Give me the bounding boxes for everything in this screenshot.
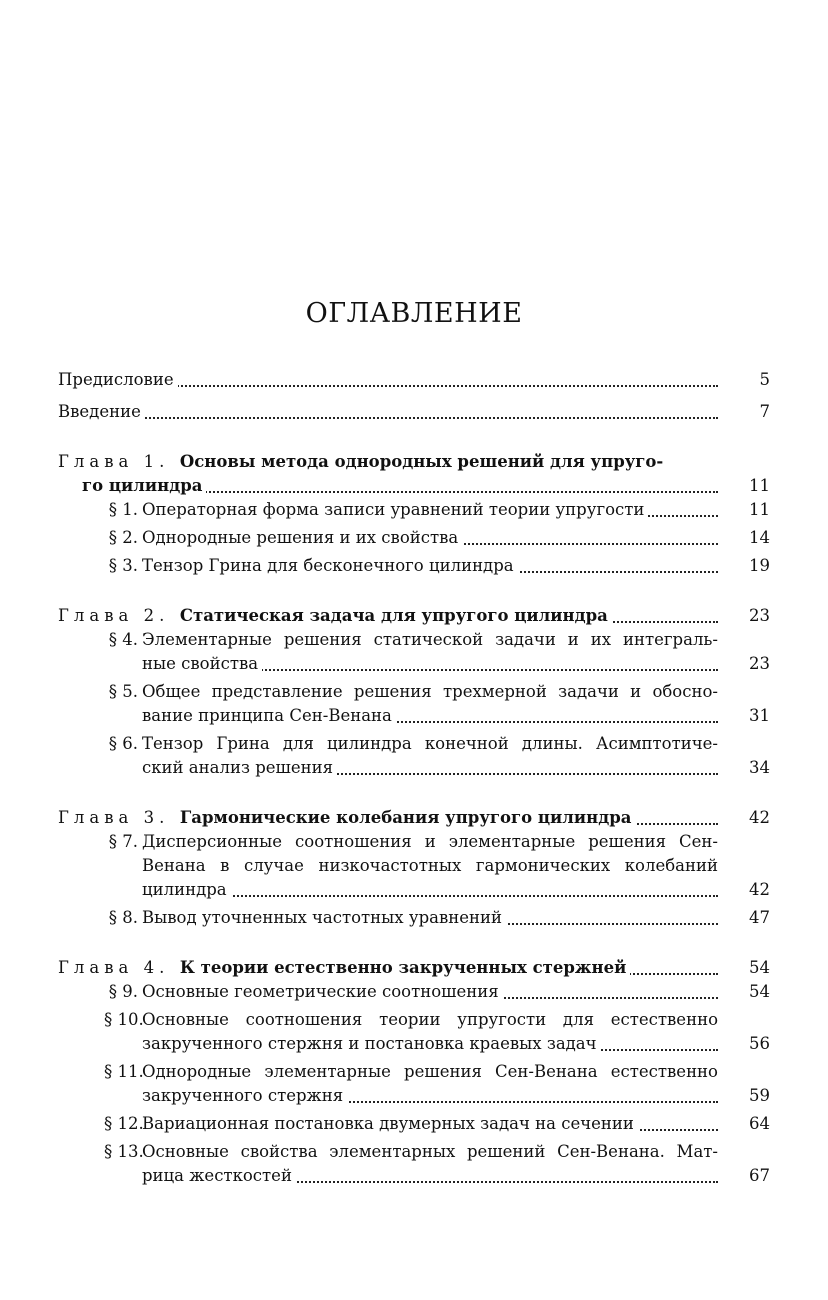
- section-title-line: ные свойства: [142, 654, 259, 673]
- section-entry: [58, 1008, 770, 1056]
- section-title-line: Элементарные решения статической задачи и их интеграль-: [142, 630, 718, 649]
- section-entry: [58, 526, 770, 550]
- section-entry: [58, 906, 770, 930]
- page-number: 34: [749, 758, 770, 777]
- section-line: [104, 732, 770, 756]
- toc-label: [58, 402, 145, 421]
- page-number: 42: [749, 880, 770, 899]
- page-number: 59: [749, 1086, 770, 1105]
- toc-leader: [142, 1084, 718, 1108]
- toc-leader: [142, 652, 718, 676]
- chapter-entry: [58, 956, 770, 980]
- toc-row: [104, 1112, 770, 1136]
- section-title-line: Вывод уточненных частотных уравнений: [142, 908, 503, 927]
- section-title-line: цилиндра: [142, 880, 227, 899]
- section-title-line: Венана в случае низкочастотных гармонических колебаний: [142, 856, 718, 875]
- section-line: [104, 1140, 770, 1164]
- entry-title: Введение: [58, 402, 141, 421]
- section-line: [104, 628, 770, 652]
- toc-label: [104, 982, 503, 1001]
- chapter-title: Гармонические колебания упругого цилиндра: [179, 808, 632, 827]
- toc-leader: [104, 1112, 718, 1136]
- page-number: 67: [749, 1166, 770, 1185]
- section-title-line: Вариационная постановка двумерных задач на сечении: [142, 1114, 634, 1133]
- toc-row: [104, 526, 770, 550]
- toc-row: [58, 400, 770, 424]
- section-entry: [58, 1112, 770, 1136]
- chapter-title: Статическая задача для упругого цилиндра: [179, 606, 608, 625]
- page-number: 7: [759, 402, 770, 421]
- toc-row: [58, 956, 770, 980]
- toc-label: [58, 606, 612, 625]
- toc-row: [104, 498, 770, 522]
- toc-label: [104, 528, 462, 547]
- toc-leader: [104, 906, 718, 930]
- spacer: [58, 424, 770, 450]
- section-title-line: Однородные элементарные решения Сен-Венана естественно: [142, 1062, 718, 1081]
- toc-row: [104, 756, 770, 780]
- toc-label: [58, 958, 630, 977]
- page-number: 42: [749, 808, 770, 827]
- section-entry: [58, 680, 770, 728]
- section-entry: [58, 1140, 770, 1188]
- toc-row: [104, 980, 770, 1004]
- page-number: 54: [749, 958, 770, 977]
- chapter-keyword: Глава 1.: [58, 452, 170, 471]
- page-number: 23: [749, 606, 770, 625]
- section-entry: [58, 628, 770, 676]
- section-number: § 7.: [108, 832, 138, 851]
- toc-leader: [58, 806, 718, 830]
- section-title-line: Основные соотношения теории упругости для естественно: [142, 1010, 718, 1029]
- toc-row: [104, 704, 770, 728]
- chapter-entry: [58, 604, 770, 628]
- toc-label: [104, 1114, 638, 1133]
- section-title-line: Дисперсионные соотношения и элементарные решения Сен-: [142, 832, 718, 851]
- chapter-title-cont: го цилиндра: [82, 476, 203, 495]
- page-number: 64: [749, 1114, 770, 1133]
- toc-label: [58, 808, 635, 827]
- section-line: [104, 680, 770, 704]
- toc-leader: [58, 368, 718, 392]
- dot-leader: [58, 417, 718, 419]
- chapter-entry: [58, 450, 770, 498]
- toc-leader: [142, 1032, 718, 1056]
- toc-row: [104, 1084, 770, 1108]
- chapter-title: Основы метода однородных решений для упруго-: [179, 452, 664, 471]
- toc-leader: [104, 980, 718, 1004]
- section-number: § 10.: [104, 1010, 144, 1029]
- section-number: § 8.: [108, 908, 138, 927]
- section-number: § 4.: [108, 630, 138, 649]
- toc-row: [82, 474, 770, 498]
- toc-leader: [58, 956, 718, 980]
- section-title-line: Однородные решения и их свойства: [142, 528, 459, 547]
- section-number: § 3.: [108, 556, 138, 575]
- toc-label: [142, 880, 231, 899]
- page-number: 5: [759, 370, 770, 389]
- toc-row: [58, 806, 770, 830]
- section-number: § 11.: [104, 1062, 144, 1081]
- section-line: [104, 830, 770, 854]
- page-number: 54: [749, 982, 770, 1001]
- toc-entry-front: [58, 368, 770, 392]
- table-of-contents: [58, 368, 770, 1188]
- toc-row: [104, 1032, 770, 1056]
- section-title-line: Основные геометрические соотношения: [142, 982, 499, 1001]
- section-title-line: Тензор Грина для цилиндра конечной длины. Асимптотиче-: [142, 734, 718, 753]
- page-number: 23: [749, 654, 770, 673]
- toc-leader: [104, 554, 718, 578]
- page-title: ОГЛАВЛЕНИЕ: [305, 298, 523, 329]
- section-number: § 9.: [108, 982, 138, 1001]
- toc-leader: [142, 756, 718, 780]
- page-number: 11: [749, 500, 770, 519]
- section-line: [104, 1008, 770, 1032]
- chapter-continuation: [58, 474, 770, 498]
- toc-label: [142, 1166, 296, 1185]
- page-number: 47: [749, 908, 770, 927]
- chapter-title: К теории естественно закрученных стержней: [179, 958, 627, 977]
- toc-label: [142, 654, 262, 673]
- section-title-line: закрученного стержня и постановка краевых задач: [142, 1034, 597, 1053]
- entry-title: Предисловие: [58, 370, 174, 389]
- section-title-line: Тензор Грина для бесконечного цилиндра: [142, 556, 514, 575]
- section-entry: [58, 498, 770, 522]
- section-title-line: Основные свойства элементарных решений Сен-Венана. Мат-: [142, 1142, 718, 1161]
- toc-leader: [82, 474, 718, 498]
- toc-leader: [104, 498, 718, 522]
- section-number: § 6.: [108, 734, 138, 753]
- toc-row: [104, 652, 770, 676]
- section-number: § 5.: [108, 682, 138, 701]
- section-title-line: Операторная форма записи уравнений теории упругости: [142, 500, 645, 519]
- spacer: [58, 780, 770, 806]
- section-entry: [58, 830, 770, 902]
- chapter-entry: [58, 806, 770, 830]
- spacer: [58, 578, 770, 604]
- toc-label: [142, 758, 337, 777]
- toc-entry-front: [58, 400, 770, 424]
- chapter-keyword: Глава 2.: [58, 606, 170, 625]
- section-line: [104, 854, 770, 878]
- section-number: § 12.: [104, 1114, 144, 1133]
- toc-label: [104, 556, 518, 575]
- page-number: 14: [749, 528, 770, 547]
- toc-label: [104, 500, 648, 519]
- spacer: [58, 930, 770, 956]
- toc-row: [58, 368, 770, 392]
- toc-label: [142, 1034, 601, 1053]
- section-number: § 2.: [108, 528, 138, 547]
- section-entry: [58, 732, 770, 780]
- spacer: [58, 392, 770, 400]
- toc-leader: [142, 1164, 718, 1188]
- toc-label: [82, 476, 206, 495]
- chapter-keyword: Глава 4.: [58, 958, 170, 977]
- toc-leader: [104, 526, 718, 550]
- section-entry: [58, 1060, 770, 1108]
- section-entry: [58, 980, 770, 1004]
- section-title-line: вание принципа Сен-Венана: [142, 706, 392, 725]
- toc-row: [104, 878, 770, 902]
- chapter-keyword: Глава 3.: [58, 808, 170, 827]
- section-title-line: Общее представление решения трехмерной задачи и обосно-: [142, 682, 718, 701]
- page-number: 19: [749, 556, 770, 575]
- toc-leader: [142, 878, 718, 902]
- section-number: § 13.: [104, 1142, 144, 1161]
- toc-label: [104, 908, 506, 927]
- section-title-line: ский анализ решения: [142, 758, 334, 777]
- chapter-heading-line: [58, 450, 770, 474]
- toc-leader: [142, 704, 718, 728]
- toc-leader: [58, 400, 718, 424]
- section-line: [104, 1060, 770, 1084]
- toc-label: [58, 370, 178, 389]
- toc-row: [104, 906, 770, 930]
- toc-row: [58, 604, 770, 628]
- toc-label: [142, 1086, 347, 1105]
- section-entry: [58, 554, 770, 578]
- toc-leader: [58, 604, 718, 628]
- section-title-line: рица жесткостей: [142, 1166, 292, 1185]
- section-title-line: закрученного стержня: [142, 1086, 344, 1105]
- page-number: 11: [749, 476, 770, 495]
- toc-label: [142, 706, 396, 725]
- toc-row: [104, 1164, 770, 1188]
- toc-row: [104, 554, 770, 578]
- page-number: 56: [749, 1034, 770, 1053]
- section-number: § 1.: [108, 500, 138, 519]
- page-number: 31: [749, 706, 770, 725]
